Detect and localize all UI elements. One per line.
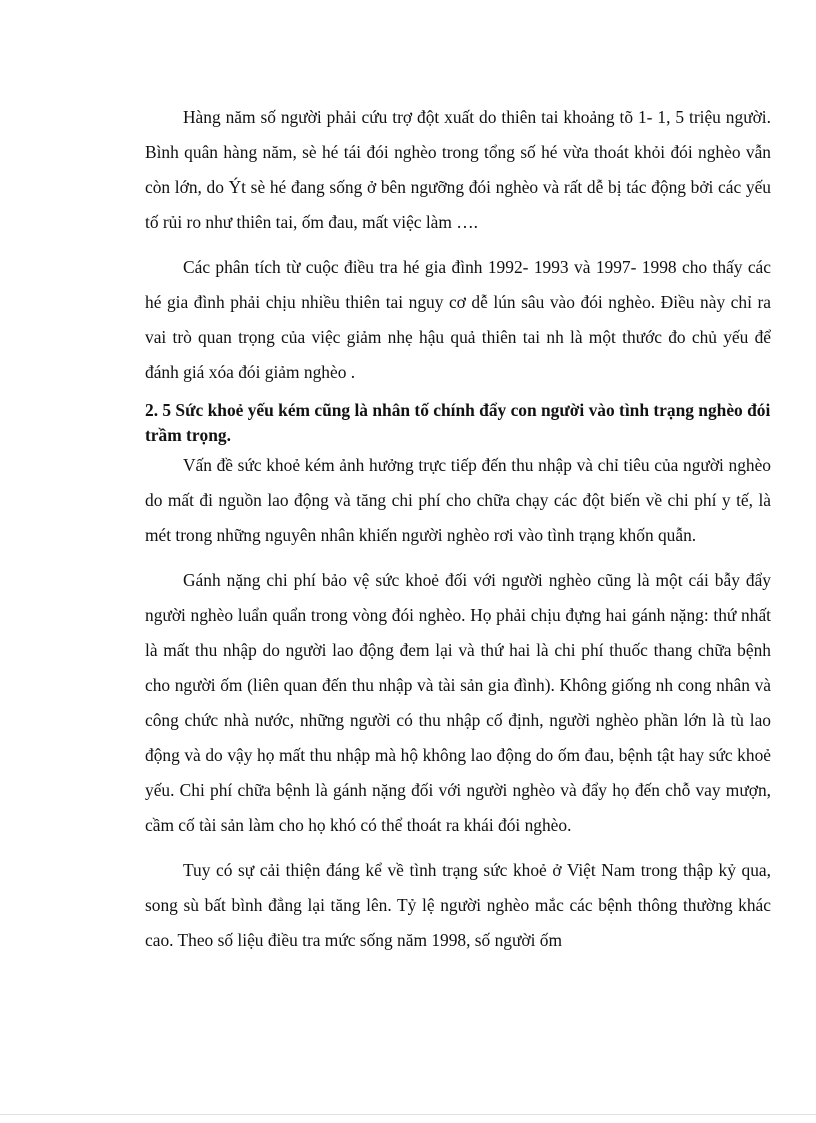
body-paragraph: Hàng năm số người phải cứu trợ đột xuất do thiên tai khoảng tõ 1- 1, 5 triệu người. Bình quân hàng năm, sè hé tái đói nghèo trong tổng số hé vừa thoát khỏi đói nghèo vẫn còn lớn, do Ýt sè hé đang sống ở bên ngưỡng đói nghèo và rất dễ bị tác động bởi các yếu tố rủi ro như thiên tai, ốm đau, mất việc làm …. xyxy=(145,107,771,232)
page-bottom-divider xyxy=(0,1114,816,1115)
section-heading: 2. 5 Sức khoẻ yếu kém cũng là nhân tố chính đẩy con người vào tình trạng nghèo đói trầm trọng. xyxy=(145,400,771,445)
body-paragraph: Vấn đề sức khoẻ kém ảnh hưởng trực tiếp đến thu nhập và chỉ tiêu của người nghèo do mất đi nguồn lao động và tăng chi phí cho chữa chạy các đột biến về chi phí y tế, là mét trong những nguyên nhân khiến người nghèo rơi vào tình trạng khốn quẫn. xyxy=(145,455,771,545)
body-paragraph: Tuy có sự cải thiện đáng kể về tình trạng sức khoẻ ở Việt Nam trong thập kỷ qua, song sù bất bình đẳng lại tăng lên. Tỷ lệ người nghèo mắc các bệnh thông thường khác cao. Theo số liệu điều tra mức sống năm 1998, số người ốm xyxy=(145,860,771,950)
document-page xyxy=(145,100,771,968)
body-paragraph: Gánh nặng chi phí bảo vệ sức khoẻ đối với người nghèo cũng là một cái bẫy đẩy người nghèo luẩn quẩn trong vòng đói nghèo. Họ phải chịu đựng hai gánh nặng: thứ nhất là mất thu nhập do người lao động đem lại và thứ hai là chi phí thuốc thang chữa bệnh cho người ốm (liên quan đến thu nhập và tài sản gia đình). Không giống nh cong nhân và công chức nhà nước, những người có thu nhập cố định, người nghèo phần lớn là tù lao động và do vậy họ mất thu nhập mà hộ không lao động do ốm đau, bệnh tật hay sức khoẻ yếu. Chi phí chữa bệnh là gánh nặng đối với người nghèo và đẩy họ đến chỗ vay mượn, cầm cố tài sản làm cho họ khó có thể thoát ra khái đói nghèo. xyxy=(145,570,771,835)
body-paragraph: Các phân tích từ cuộc điều tra hé gia đình 1992- 1993 và 1997- 1998 cho thấy các hé gia đình phải chịu nhiều thiên tai nguy cơ dễ lún sâu vào đói nghèo. Điều này chỉ ra vai trò quan trọng của việc giảm nhẹ hậu quả thiên tai nh là một thước đo chủ yếu để đánh giá xóa đói giảm nghèo . xyxy=(145,257,771,382)
